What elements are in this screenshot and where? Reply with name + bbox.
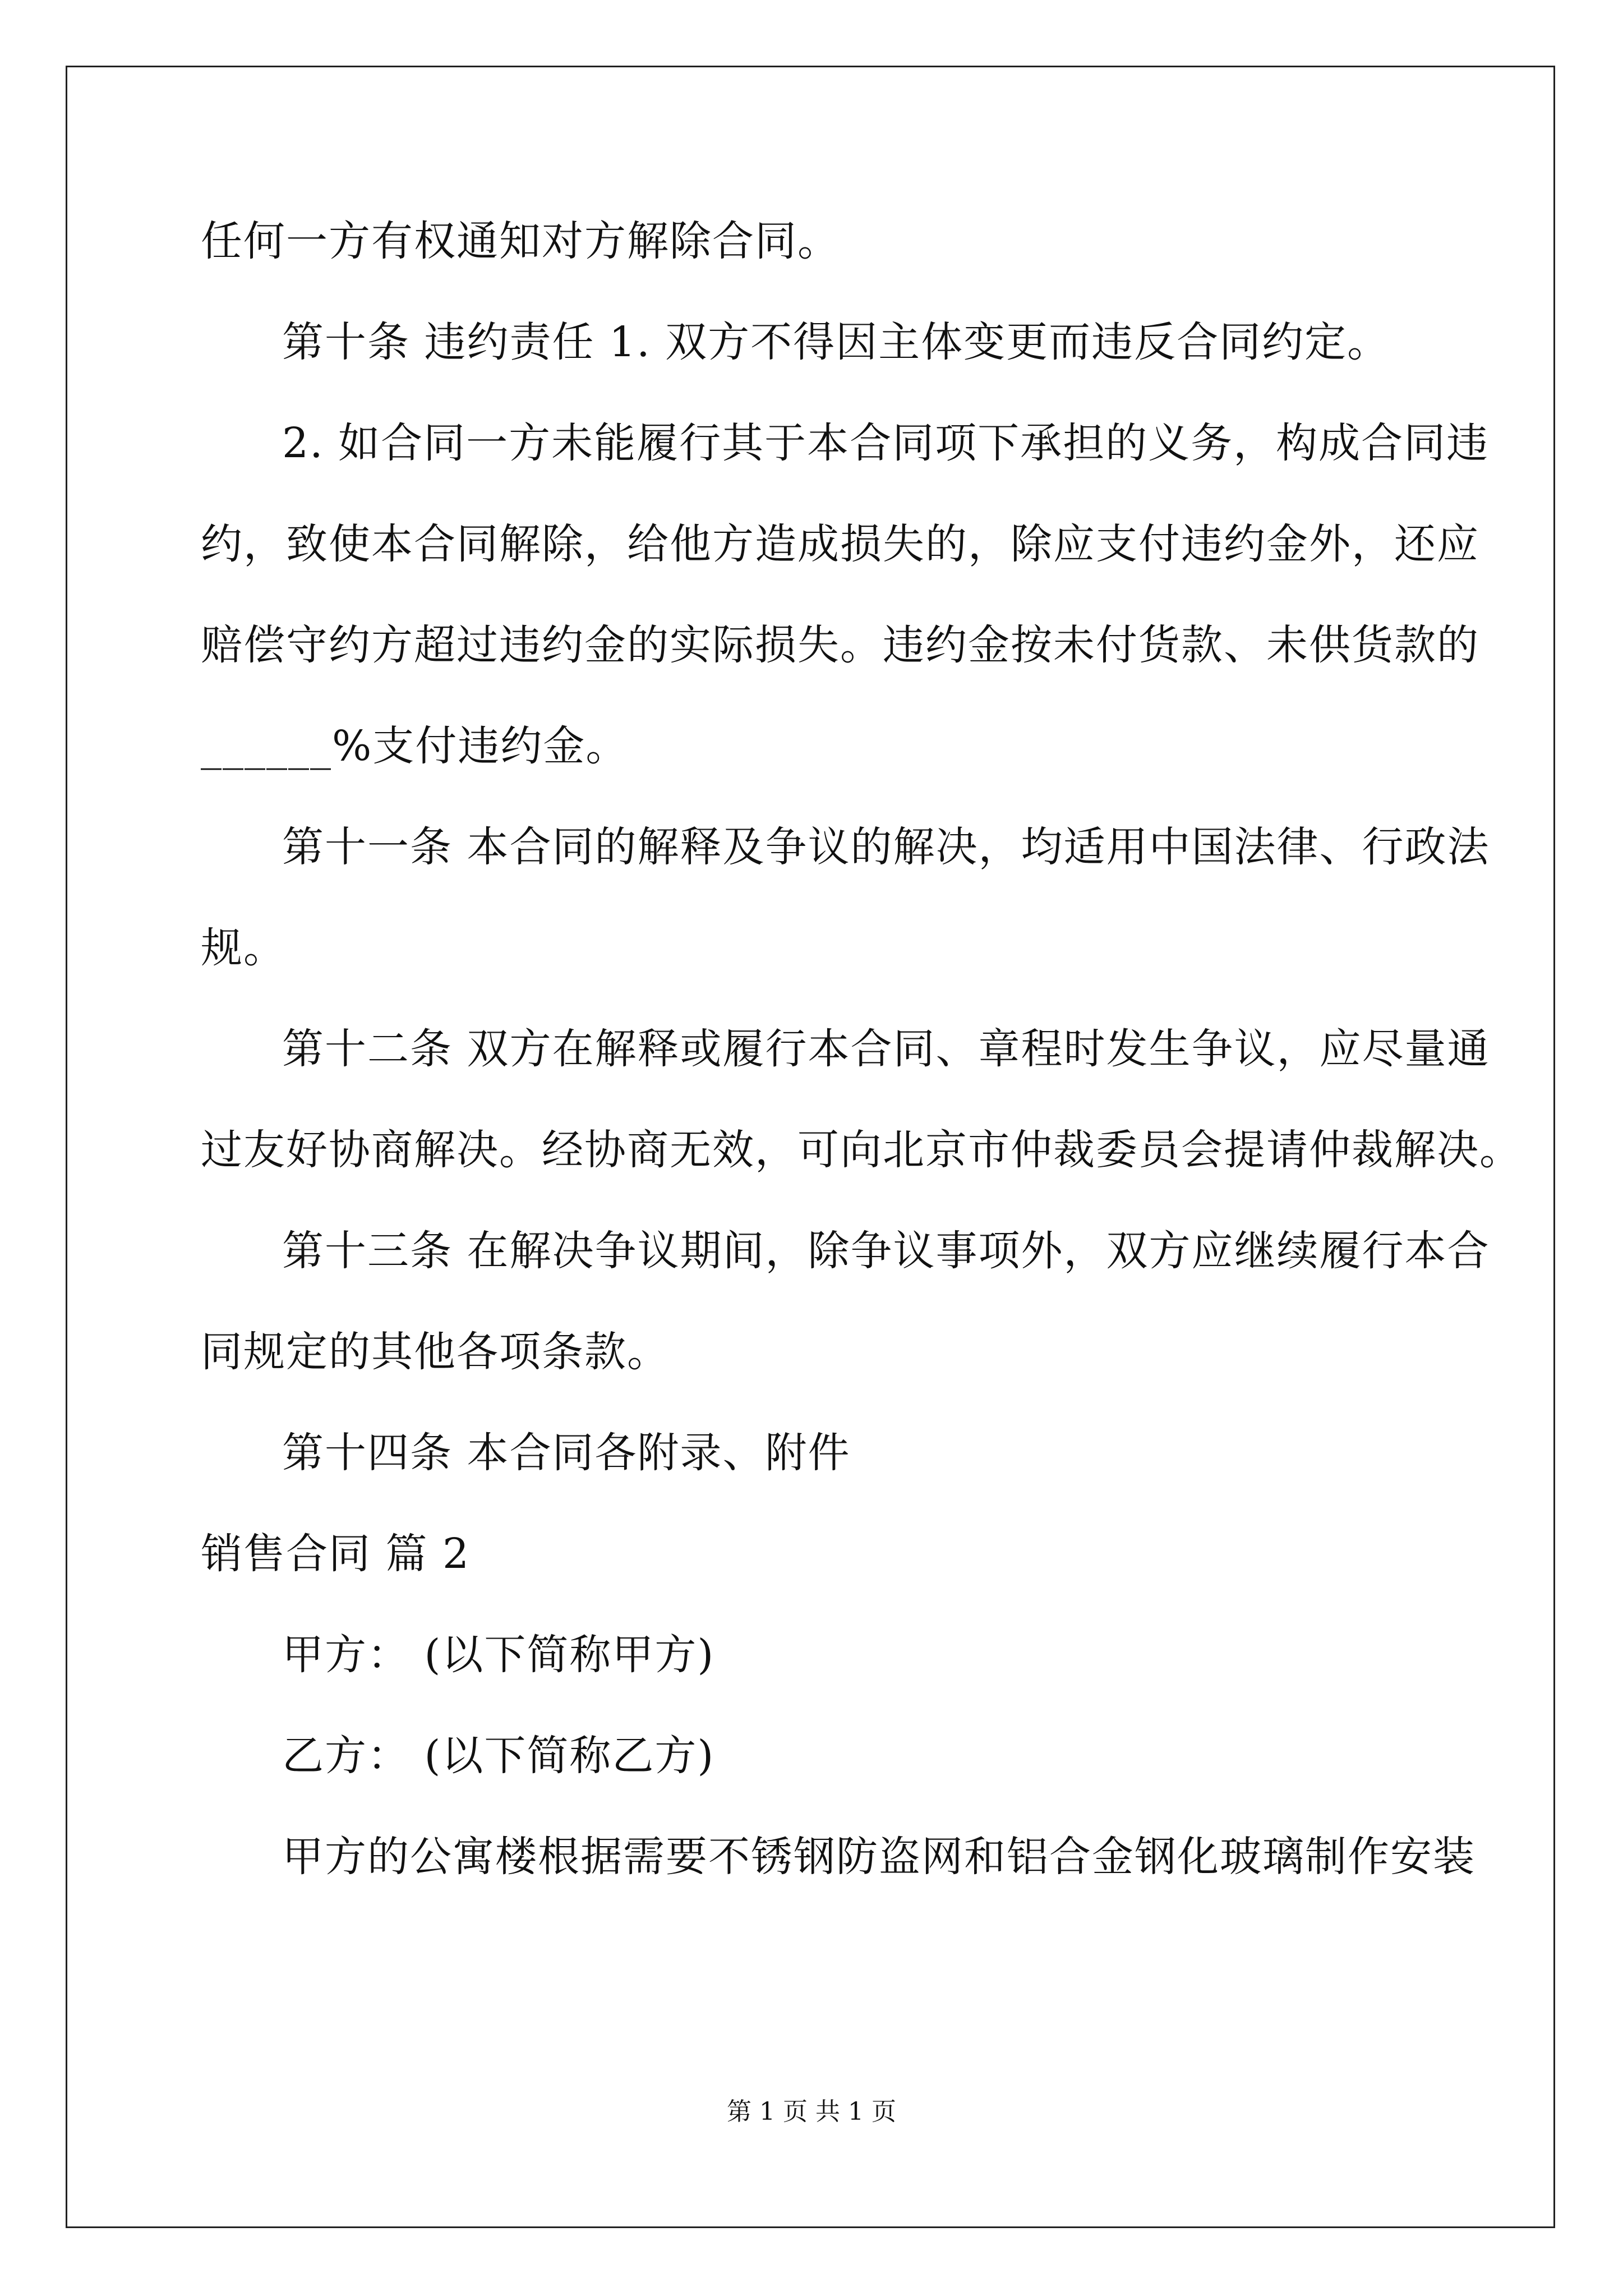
text-line: 第十条 违约责任 1. 双方不得因主体变更而违反合同约定。 — [282, 318, 1390, 366]
text-line: 2. 如合同一方未能履行其于本合同项下承担的义务，构成合同违 — [282, 419, 1490, 467]
section-heading: 销售合同 篇 2 — [201, 1530, 471, 1578]
text-line: 同规定的其他各项条款。 — [201, 1328, 670, 1376]
text-line: 规。 — [201, 924, 286, 972]
text-line: 甲方的公寓楼根据需要不锈钢防盗网和铝合金钢化玻璃制作安装 — [282, 1833, 1476, 1881]
text-line: 任何一方有权通知对方解除合同。 — [201, 217, 840, 265]
text-line: 第十三条 在解决争议期间，除争议事项外，双方应继续履行本合 — [282, 1227, 1490, 1275]
text-line: 约，致使本合同解除，给他方造成损失的，除应支付违约金外，还应 — [201, 520, 1479, 568]
text-line: 第十四条 本合同各附录、附件 — [282, 1429, 851, 1477]
text-line: 过友好协商解决。经协商无效，可向北京市仲裁委员会提请仲裁解决。 — [201, 1126, 1522, 1174]
text-line: 赔偿守约方超过违约金的实际损失。违约金按未付货款、未供货款的 — [201, 621, 1479, 669]
page-footer: 第 1 页 共 1 页 — [727, 2097, 896, 2126]
text-line: 第十一条 本合同的解释及争议的解决，均适用中国法律、行政法 — [282, 823, 1490, 871]
text-line: 第十二条 双方在解释或履行本合同、章程时发生争议，应尽量通 — [282, 1025, 1490, 1073]
text-line: 乙方： (以下简称乙方) — [282, 1732, 715, 1780]
text-line: ______%支付违约金。 — [201, 722, 629, 770]
text-line: 甲方： (以下简称甲方) — [282, 1631, 715, 1679]
